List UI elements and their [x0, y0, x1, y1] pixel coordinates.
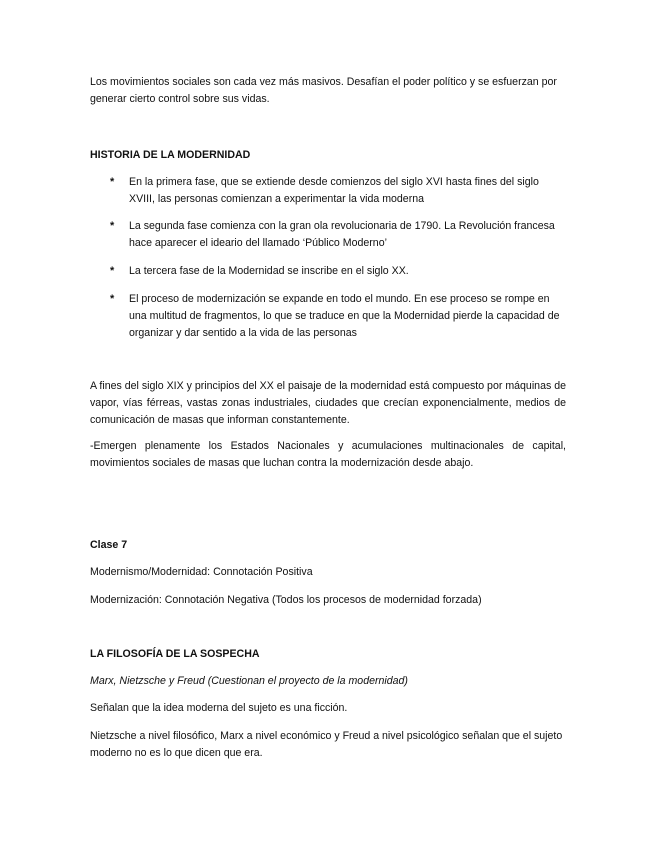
- bullet-text: En la primera fase, que se extiende desde comienzos del siglo XVI hasta fines del siglo XVIII, las personas comienzan a experimentar la vida moderna: [129, 176, 539, 205]
- bullet-text: La segunda fase comienza con la gran ola revolucionaria de 1790. La Revolución francesa hace aparecer el ideario del llamado ‘Público Moderno’: [129, 220, 555, 249]
- modernizacion-line: Modernización: Connotación Negativa (Todos los procesos de modernidad forzada): [90, 594, 482, 606]
- bullet-marker: *: [110, 176, 115, 188]
- bullet-marker: *: [110, 220, 115, 232]
- paragraph-siglo-xx: A fines del siglo XIX y principios del XX el paisaje de la modernidad está compuesto por máquinas de vapor, vías férreas, vastas zonas industriales, ciudades que crecían exponencialmente, medios de comunicación de masas que informan constantemente.: [90, 380, 566, 426]
- bullet-item: [110, 263, 566, 280]
- bullet-item: [110, 174, 566, 208]
- bullet-item: [110, 291, 566, 342]
- bullet-marker: *: [110, 293, 115, 305]
- sospecha-heading: LA FILOSOFÍA DE LA SOSPECHA: [90, 648, 260, 660]
- paragraph-emergen: -Emergen plenamente los Estados Nacionales y acumulaciones multinacionales de capital, movimientos sociales de masas que luchan contra la modernización desde abajo.: [90, 440, 566, 469]
- modernismo-line: Modernismo/Modernidad: Connotación Positiva: [90, 566, 313, 578]
- sospecha-subtitle: Marx, Nietzsche y Freud (Cuestionan el proyecto de la modernidad): [90, 675, 408, 687]
- bullet-item: [110, 218, 566, 252]
- bullet-marker: *: [110, 265, 115, 277]
- clase-heading: Clase 7: [90, 539, 128, 551]
- intro-paragraph: Los movimientos sociales son cada vez más masivos. Desafían el poder político y se esfuerzan por generar cierto control sobre sus vidas.: [90, 76, 557, 105]
- bullet-text: La tercera fase de la Modernidad se inscribe en el siglo XX.: [129, 265, 409, 277]
- bullet-text: El proceso de modernización se expande en todo el mundo. En ese proceso se rompe en una multitud de fragmentos, lo que se traduce en que la Modernidad pierde la capacidad de organizar y dar sentido a la vida de las personas: [129, 293, 560, 339]
- history-heading: HISTORIA DE LA MODERNIDAD: [90, 149, 251, 161]
- sospecha-line-2: Nietzsche a nivel filosófico, Marx a nivel económico y Freud a nivel psicológico señalan que el sujeto moderno no es lo que dicen que era.: [90, 730, 563, 759]
- sospecha-line-1: Señalan que la idea moderna del sujeto es una ficción.: [90, 702, 348, 714]
